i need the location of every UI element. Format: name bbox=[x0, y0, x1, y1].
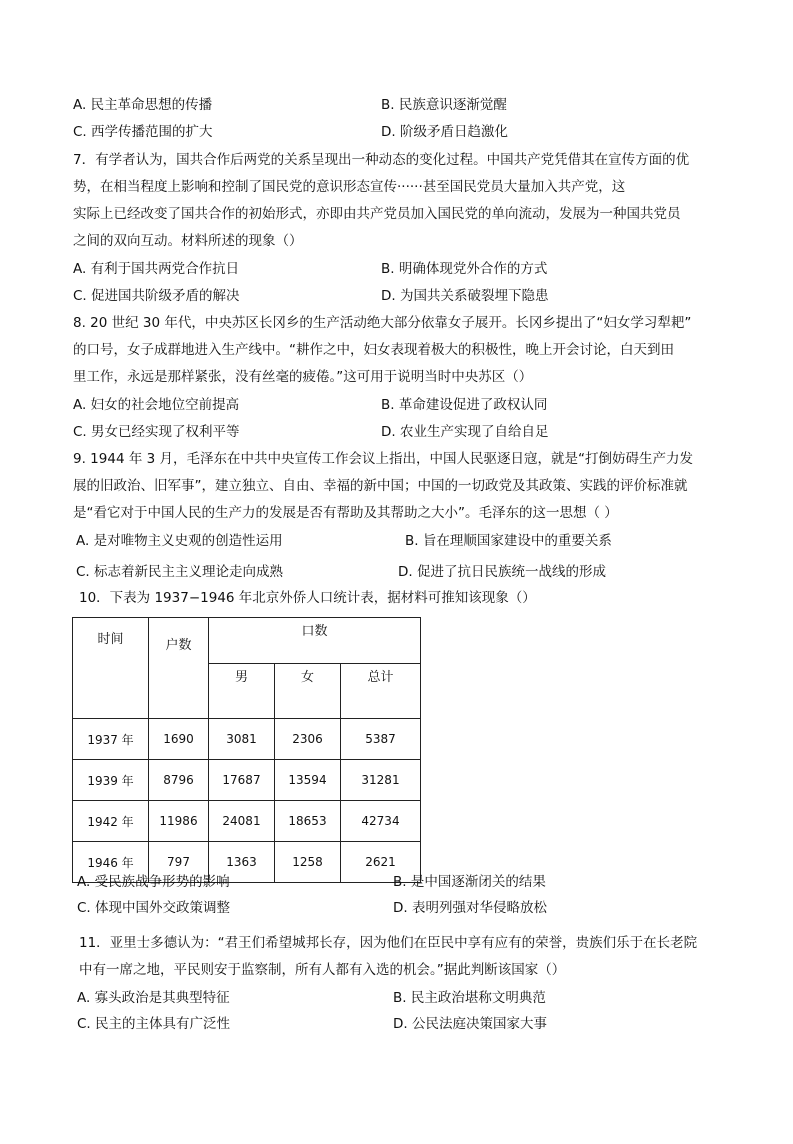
table-cell-female: 2306 bbox=[275, 719, 341, 760]
q6-option-c: C. 西学传播范围的扩大 bbox=[73, 124, 213, 140]
population-table bbox=[72, 617, 421, 883]
table-cell-male: 3081 bbox=[209, 719, 275, 760]
table-row bbox=[73, 801, 421, 842]
table-cell-households: 1690 bbox=[149, 719, 209, 760]
q6-option-a: A. 民主革命思想的传播 bbox=[73, 97, 213, 113]
table-cell-female: 1258 bbox=[275, 842, 341, 883]
table-cell-female: 18653 bbox=[275, 801, 341, 842]
q8-stem-line-1: 8. 20 世纪 30 年代，中央苏区长冈乡的生产活动绝大部分依靠女子展开。长冈乡提出了“妇女学习犁耙” bbox=[73, 315, 692, 331]
q7-option-d: D. 为国共关系破裂埋下隐患 bbox=[381, 288, 549, 304]
table-cell-total: 5387 bbox=[341, 719, 421, 760]
table-cell-year: 1946 年 bbox=[73, 842, 149, 883]
q10-option-d: D. 表明列强对华侵略放松 bbox=[393, 900, 547, 916]
q11-option-a: A. 寡头政治是其典型特征 bbox=[77, 990, 230, 1006]
q6-option-b: B. 民族意识逐渐觉醒 bbox=[381, 97, 507, 113]
q8-option-d: D. 农业生产实现了自给自足 bbox=[381, 424, 549, 440]
q10-option-c: C. 体现中国外交政策调整 bbox=[77, 900, 231, 916]
table-cell-male: 1363 bbox=[209, 842, 275, 883]
q8-option-a: A. 妇女的社会地位空前提高 bbox=[73, 397, 240, 413]
q7-stem-line-4: 之间的双向互动。材料所述的现象（） bbox=[73, 233, 303, 249]
q6-option-d: D. 阶级矛盾日趋激化 bbox=[381, 124, 508, 140]
q8-stem-line-2: 的口号，女子成群地进入生产线中。“耕作之中，妇女表现着极大的积极性，晚上开会讨论，白天到田 bbox=[73, 342, 674, 358]
table-cell-year: 1942 年 bbox=[73, 801, 149, 842]
table-cell-total: 42734 bbox=[341, 801, 421, 842]
q11-stem-line-1: 11．亚里士多德认为：“君王们希望城邦长存，因为他们在臣民中享有应有的荣誉，贵族们乐于在长老院 bbox=[79, 935, 698, 951]
table-header-male: 男 bbox=[209, 663, 275, 719]
q7-stem-line-1: 7．有学者认为，国共合作后两党的关系呈现出一种动态的变化过程。中国共产党凭借其在宣传方面的优 bbox=[73, 152, 690, 168]
q7-option-c: C. 促进国共阶级矛盾的解决 bbox=[73, 288, 240, 304]
table-row bbox=[73, 719, 421, 760]
table-cell-male: 17687 bbox=[209, 760, 275, 801]
table-cell-year: 1937 年 bbox=[73, 719, 149, 760]
q10-option-a: A. 受民族战争形势的影响 bbox=[77, 874, 230, 890]
q9-option-a: A. 是对唯物主义史观的创造性运用 bbox=[76, 533, 283, 549]
q9-stem-line-1: 9. 1944 年 3 月，毛泽东在中共中央宣传工作会议上指出，中国人民驱逐日寇，就是“打倒妨碍生产力发 bbox=[73, 451, 693, 467]
q9-option-b: B. 旨在理顺国家建设中的重要关系 bbox=[405, 533, 612, 549]
table-cell-households: 8796 bbox=[149, 760, 209, 801]
q7-stem-line-3: 实际上已经改变了国共合作的初始形式，亦即由共产党员加入国民党的单向流动，发展为一种国共党员 bbox=[73, 206, 681, 222]
table-cell-male: 24081 bbox=[209, 801, 275, 842]
q11-stem-line-2: 中有一席之地，平民则安于监察制，所有人都有入选的机会。”据此判断该国家（） bbox=[79, 962, 566, 978]
table-header-time: 时间 bbox=[73, 618, 149, 719]
q10-stem: 10．下表为 1937−1946 年北京外侨人口统计表，据材料可推知该现象（） bbox=[79, 590, 536, 606]
q7-stem-line-2: 势，在相当程度上影响和控制了国民党的意识形态宣传······甚至国民党员大量加入共产党，这 bbox=[73, 179, 626, 195]
table-cell-female: 13594 bbox=[275, 760, 341, 801]
q10-option-b: B. 是中国逐渐闭关的结果 bbox=[393, 874, 546, 890]
q7-option-a: A. 有利于国共两党合作抗日 bbox=[73, 261, 240, 277]
q9-option-c: C. 标志着新民主主义理论走向成熟 bbox=[76, 564, 284, 580]
table-header-female: 女 bbox=[275, 663, 341, 719]
q8-option-b: B. 革命建设促进了政权认同 bbox=[381, 397, 548, 413]
table-header-households: 户数 bbox=[149, 618, 209, 719]
table-cell-households: 11986 bbox=[149, 801, 209, 842]
table-cell-total: 2621 bbox=[341, 842, 421, 883]
table-cell-total: 31281 bbox=[341, 760, 421, 801]
table-row bbox=[73, 760, 421, 801]
table-cell-year: 1939 年 bbox=[73, 760, 149, 801]
table-header-population: 口数 bbox=[209, 618, 421, 664]
q9-option-d: D. 促进了抗日民族统一战线的形成 bbox=[398, 564, 606, 580]
q11-option-d: D. 公民法庭决策国家大事 bbox=[393, 1016, 547, 1032]
q8-stem-line-3: 里工作，永远是那样紧张，没有丝毫的疲倦。”这可用于说明当时中央苏区（） bbox=[73, 369, 533, 385]
q9-stem-line-3: 是“看它对于中国人民的生产力的发展是否有帮助及其帮助之大小”。毛泽东的这一思想（ ） bbox=[73, 505, 618, 521]
q11-option-b: B. 民主政治堪称文明典范 bbox=[393, 990, 546, 1006]
q7-option-b: B. 明确体现党外合作的方式 bbox=[381, 261, 548, 277]
table-header-total: 总计 bbox=[341, 663, 421, 719]
q11-option-c: C. 民主的主体具有广泛性 bbox=[77, 1016, 231, 1032]
q9-stem-line-2: 展的旧政治、旧军事”，建立独立、自由、幸福的新中国；中国的一切政党及其政策、实践的评价标准就 bbox=[73, 478, 688, 494]
table-cell-households: 797 bbox=[149, 842, 209, 883]
q8-option-c: C. 男女已经实现了权利平等 bbox=[73, 424, 240, 440]
